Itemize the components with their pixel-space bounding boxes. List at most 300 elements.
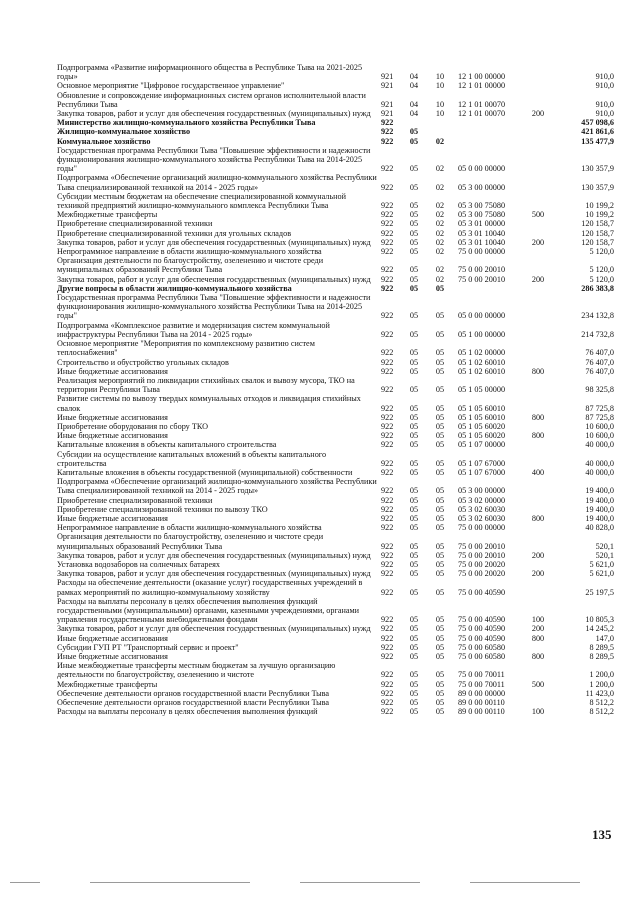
ministry-code: 922 bbox=[381, 385, 394, 395]
row-name: Подпрограмма «Обеспечение организаций жилищно-коммунального хозяйства Республики Тыва специализированной техникой на 2014 - 2025 годы» bbox=[57, 173, 377, 192]
table-row bbox=[57, 173, 614, 191]
section-code: 05 bbox=[409, 357, 419, 367]
table-row bbox=[57, 532, 614, 550]
expense-type-code bbox=[524, 560, 552, 569]
table-row bbox=[57, 358, 614, 367]
amount: 5 621,0 bbox=[589, 569, 614, 579]
row-name: Строительство и обустройство угольных складов bbox=[57, 357, 229, 367]
section-code: 05 bbox=[409, 265, 419, 275]
row-name: Государственная программа Республики Тыва "Повышение эффективности и надежности функционирования жилищно-коммунального хозяйства Республики Тыва на 2014-2025 годы" bbox=[57, 145, 371, 174]
section-code: 05 bbox=[409, 707, 419, 717]
ministry-code: 922 bbox=[381, 403, 394, 413]
target-article-code: 12 1 01 00070 bbox=[458, 99, 506, 109]
row-name: Подпрограмма «Обеспечение организаций жилищно-коммунального хозяйства Республики Тыва специализированной техникой на 2014 - 2025 годы» bbox=[57, 477, 377, 496]
row-name: Другие вопросы в области жилищно-коммунального хозяйства bbox=[57, 283, 292, 293]
subsection-code: 02 bbox=[435, 182, 445, 192]
table-row bbox=[57, 219, 614, 228]
table-row bbox=[57, 229, 614, 238]
table-row bbox=[57, 578, 614, 596]
expense-type-code bbox=[524, 81, 552, 90]
target-article-code bbox=[453, 284, 524, 293]
section-code: 05 bbox=[409, 633, 419, 643]
table-body bbox=[57, 63, 614, 716]
section-code: 05 bbox=[409, 698, 419, 708]
table-row bbox=[57, 680, 614, 689]
table-row bbox=[57, 81, 614, 90]
subsection-code: 05 bbox=[435, 421, 445, 431]
expense-type-code bbox=[524, 689, 552, 698]
section-code: 05 bbox=[409, 467, 419, 477]
amount: 76 407,0 bbox=[585, 348, 614, 358]
row-name: Закупка товаров, работ и услуг для обеспечения государственных (муниципальных) нужд bbox=[57, 550, 371, 560]
target-article-code: 05 3 01 10040 bbox=[458, 228, 506, 238]
target-article-code: 05 0 00 00000 bbox=[458, 311, 506, 321]
section-code: 04 bbox=[409, 72, 419, 82]
row-name: Приобретение специализированной техники bbox=[57, 219, 213, 229]
ministry-code: 922 bbox=[381, 495, 394, 505]
row-name: Иные межбюджетные трансферты местным бюджетам за лучшую организацию деятельности по благоустройству, озеленению и чистоте bbox=[57, 661, 336, 680]
budget-allocation-table bbox=[57, 63, 614, 716]
expense-type-code: 500 bbox=[531, 210, 545, 220]
row-name: Приобретение оборудования по сбору ТКО bbox=[57, 421, 208, 431]
expense-type-code: 200 bbox=[531, 274, 545, 284]
section-code: 05 bbox=[409, 642, 419, 652]
ministry-code: 921 bbox=[381, 99, 394, 109]
expense-type-code bbox=[524, 91, 552, 109]
target-article-code: 75 0 00 40590 bbox=[458, 624, 506, 634]
section-code: 05 bbox=[409, 237, 419, 247]
subsection-code: 05 bbox=[435, 633, 445, 643]
ministry-code: 921 bbox=[381, 81, 394, 91]
table-row bbox=[57, 256, 614, 274]
target-article-code: 05 1 07 67000 bbox=[458, 458, 506, 468]
subsection-code: 05 bbox=[435, 587, 445, 597]
subsection-code: 05 bbox=[435, 348, 445, 358]
expense-type-code: 800 bbox=[531, 633, 545, 643]
amount: 520,1 bbox=[595, 541, 614, 551]
row-name: Приобретение специализированной техники для угольных складов bbox=[57, 228, 292, 238]
target-article-code: 89 0 00 00110 bbox=[458, 707, 505, 717]
target-article-code: 75 0 00 20010 bbox=[458, 541, 506, 551]
subsection-code: 05 bbox=[435, 679, 445, 689]
target-article-code: 75 0 00 00000 bbox=[458, 523, 506, 533]
ministry-code: 922 bbox=[381, 329, 394, 339]
table-row bbox=[57, 293, 614, 321]
expense-type-code bbox=[524, 698, 552, 707]
subsection-code: 02 bbox=[435, 265, 445, 275]
ministry-code: 922 bbox=[381, 652, 394, 661]
row-name: Иные бюджетные ассигнования bbox=[57, 513, 168, 523]
expense-type-code: 100 bbox=[531, 615, 545, 625]
amount: 19 400,0 bbox=[585, 486, 614, 496]
section-code: 05 bbox=[409, 274, 419, 284]
row-name: Реализация мероприятий по ликвидации стихийных свалок и вывозу мусора, ТКО на территории Республики Тыва bbox=[57, 375, 355, 395]
ministry-code: 922 bbox=[381, 164, 394, 174]
ministry-code: 922 bbox=[381, 348, 394, 358]
section-code: 05 bbox=[409, 219, 419, 229]
table-row bbox=[57, 284, 614, 293]
ministry-code: 922 bbox=[381, 550, 394, 560]
ministry-code: 922 bbox=[381, 615, 394, 625]
target-article-code: 75 0 00 60580 bbox=[458, 642, 506, 652]
section-code: 05 bbox=[409, 624, 419, 634]
ministry-code: 922 bbox=[381, 283, 394, 293]
table-row bbox=[57, 247, 614, 256]
amount: 25 197,5 bbox=[585, 587, 614, 597]
expense-type-code: 800 bbox=[531, 652, 545, 661]
section-code: 05 bbox=[409, 587, 419, 597]
expense-type-code bbox=[524, 293, 552, 321]
row-name: Министерство жилищно-коммунального хозяйства Республики Тыва bbox=[57, 118, 316, 128]
target-article-code: 05 3 01 10040 bbox=[458, 237, 506, 247]
row-name: Субсидии на осуществление капитальных вложений в объекты капитального строительства bbox=[57, 449, 327, 468]
row-name: Закупка товаров, работ и услуг для обеспечения государственных (муниципальных) нужд bbox=[57, 624, 371, 634]
row-name: Субсидии ГУП РТ "Транспортный сервис и проект" bbox=[57, 642, 239, 652]
section-code: 05 bbox=[409, 559, 419, 569]
target-article-code: 75 0 00 40590 bbox=[458, 587, 506, 597]
ministry-code: 922 bbox=[381, 504, 394, 514]
expense-type-code bbox=[524, 321, 552, 339]
target-article-code: 05 3 02 60030 bbox=[458, 513, 506, 523]
table-row bbox=[57, 689, 614, 698]
target-article-code: 05 1 02 60010 bbox=[458, 366, 506, 376]
section-code: 05 bbox=[409, 247, 419, 257]
subsection-code: 10 bbox=[435, 81, 445, 91]
table-row bbox=[57, 477, 614, 495]
subsection-code: 05 bbox=[435, 283, 445, 293]
amount: 120 158,7 bbox=[581, 237, 614, 247]
ministry-code: 922 bbox=[381, 210, 394, 220]
subsection-code: 05 bbox=[435, 412, 445, 422]
amount: 214 732,8 bbox=[581, 329, 614, 339]
section-code: 05 bbox=[409, 136, 419, 146]
table-row bbox=[57, 523, 614, 532]
row-name: Иные бюджетные ассигнования bbox=[57, 431, 168, 441]
row-name: Основное мероприятие "Цифровое государственное управление" bbox=[57, 81, 285, 91]
amount: 19 400,0 bbox=[585, 495, 614, 505]
section-code: 05 bbox=[409, 541, 419, 551]
row-name: Расходы на выплаты персоналу в целях обеспечения выполнения функций bbox=[57, 707, 318, 717]
row-name: Расходы на обеспечение деятельности (оказание услуг) государственных учреждений в рамках мероприятий по жилищно-коммунальному хозяйству bbox=[57, 578, 363, 597]
ministry-code: 922 bbox=[381, 136, 394, 146]
ministry-code: 922 bbox=[381, 698, 394, 708]
expense-type-code bbox=[524, 440, 552, 449]
section-code: 05 bbox=[409, 458, 419, 468]
subsection-code: 05 bbox=[435, 569, 445, 579]
ministry-code: 922 bbox=[381, 421, 394, 431]
table-row bbox=[57, 192, 614, 210]
section-code: 05 bbox=[409, 201, 419, 211]
target-article-code: 75 0 00 40590 bbox=[458, 633, 506, 643]
ministry-code: 922 bbox=[381, 440, 394, 450]
section-code: 05 bbox=[409, 569, 419, 579]
ministry-code: 922 bbox=[381, 486, 394, 496]
expense-type-code bbox=[524, 450, 552, 468]
expense-type-code: 800 bbox=[531, 366, 545, 376]
subsection-code: 05 bbox=[435, 541, 445, 551]
subsection-code: 10 bbox=[435, 99, 445, 109]
expense-type-code bbox=[524, 358, 552, 367]
ministry-code: 922 bbox=[381, 624, 394, 634]
expense-type-code bbox=[524, 127, 552, 136]
section-code bbox=[401, 118, 427, 127]
table-row bbox=[57, 514, 614, 523]
row-name: Капитальные вложения в объекты государственной (муниципальной) собственности bbox=[57, 467, 353, 477]
amount: 5 120,0 bbox=[589, 274, 614, 284]
table-row bbox=[57, 652, 614, 661]
ministry-code: 922 bbox=[381, 274, 394, 284]
subsection-code: 05 bbox=[435, 504, 445, 514]
target-article-code: 05 1 02 60010 bbox=[458, 357, 506, 367]
row-name: Капитальные вложения в объекты капитального строительства bbox=[57, 440, 277, 450]
amount: 98 325,8 bbox=[585, 385, 614, 395]
expense-type-code bbox=[524, 137, 552, 146]
expense-type-code bbox=[524, 496, 552, 505]
subsection-code: 05 bbox=[435, 513, 445, 523]
row-name: Иные бюджетные ассигнования bbox=[57, 633, 168, 643]
row-name: Государственная программа Республики Тыва "Повышение эффективности и надежности функционирования жилищно-коммунального хозяйства Республики Тыва на 2014-2025 годы" bbox=[57, 293, 371, 321]
expense-type-code bbox=[524, 643, 552, 652]
ministry-code: 922 bbox=[381, 559, 394, 569]
ministry-code: 922 bbox=[381, 412, 394, 422]
row-name: Закупка товаров, работ и услуг для обеспечения государственных (муниципальных) нужд bbox=[57, 569, 371, 579]
amount: 910,0 bbox=[595, 81, 614, 91]
row-name: Подпрограмма «Комплексное развитие и модернизация систем коммунальной инфраструктуры Республики Тыва на 2014 - 2025 годы» bbox=[57, 320, 330, 339]
row-name: Жилищно-коммунальное хозяйство bbox=[57, 127, 191, 137]
subsection-code: 05 bbox=[435, 486, 445, 496]
subsection-code: 02 bbox=[435, 210, 445, 220]
scan-edge-mark bbox=[90, 882, 250, 883]
subsection-code: 05 bbox=[435, 495, 445, 505]
expense-type-code bbox=[524, 146, 552, 174]
amount: 10 600,0 bbox=[585, 431, 614, 441]
section-code: 05 bbox=[409, 366, 419, 376]
ministry-code: 922 bbox=[381, 201, 394, 211]
subsection-code: 02 bbox=[435, 237, 445, 247]
target-article-code: 89 0 00 00000 bbox=[458, 688, 506, 698]
row-name: Межбюджетные трансферты bbox=[57, 679, 158, 689]
table-row bbox=[57, 560, 614, 569]
section-code: 05 bbox=[409, 615, 419, 625]
ministry-code: 922 bbox=[381, 679, 394, 689]
table-row bbox=[57, 238, 614, 247]
row-name: Иные бюджетные ассигнования bbox=[57, 366, 168, 376]
amount: 234 132,8 bbox=[581, 311, 614, 321]
table-row bbox=[57, 440, 614, 449]
table-row bbox=[57, 127, 614, 136]
subsection-code: 05 bbox=[435, 366, 445, 376]
row-name: Обеспечение деятельности органов государственной власти Республики Тыва bbox=[57, 698, 330, 708]
expense-type-code: 800 bbox=[531, 513, 545, 523]
amount: 8 512,2 bbox=[589, 698, 614, 708]
expense-type-code bbox=[524, 229, 552, 238]
table-row bbox=[57, 91, 614, 109]
section-code: 05 bbox=[409, 431, 419, 441]
expense-type-code: 200 bbox=[531, 569, 545, 579]
target-article-code: 05 1 02 00000 bbox=[458, 348, 506, 358]
target-article-code: 89 0 00 00110 bbox=[458, 698, 505, 708]
amount: 147,0 bbox=[595, 633, 614, 643]
section-code: 05 bbox=[409, 210, 419, 220]
target-article-code: 05 1 07 67000 bbox=[458, 467, 506, 477]
ministry-code: 922 bbox=[381, 311, 394, 321]
table-row bbox=[57, 624, 614, 633]
subsection-code: 02 bbox=[435, 219, 445, 229]
target-article-code: 12 1 01 00000 bbox=[458, 81, 506, 91]
ministry-code: 922 bbox=[381, 633, 394, 643]
section-code: 05 bbox=[409, 495, 419, 505]
subsection-code: 10 bbox=[435, 109, 445, 119]
expense-type-code: 200 bbox=[531, 109, 545, 119]
table-row bbox=[57, 422, 614, 431]
subsection-code: 05 bbox=[435, 467, 445, 477]
expense-type-code: 800 bbox=[531, 431, 545, 441]
expense-type-code bbox=[524, 247, 552, 256]
expense-type-code: 400 bbox=[531, 467, 545, 477]
amount: 10 199,2 bbox=[585, 201, 614, 211]
amount: 421 861,6 bbox=[581, 127, 614, 137]
amount: 87 725,8 bbox=[585, 403, 614, 413]
amount: 10 199,2 bbox=[585, 210, 614, 220]
amount: 76 407,0 bbox=[585, 366, 614, 376]
ministry-code: 922 bbox=[381, 513, 394, 523]
ministry-code: 922 bbox=[381, 265, 394, 275]
ministry-code: 922 bbox=[381, 587, 394, 597]
ministry-code: 921 bbox=[381, 109, 394, 119]
target-article-code bbox=[453, 118, 524, 127]
subsection-code: 05 bbox=[435, 707, 445, 717]
table-row bbox=[57, 63, 614, 81]
subsection-code: 05 bbox=[435, 357, 445, 367]
target-article-code: 75 0 00 70011 bbox=[458, 679, 505, 689]
amount: 1 200,0 bbox=[589, 670, 614, 680]
ministry-code: 922 bbox=[381, 569, 394, 579]
section-code: 05 bbox=[409, 348, 419, 358]
section-code: 05 bbox=[409, 385, 419, 395]
subsection-code: 05 bbox=[435, 550, 445, 560]
row-name: Организация деятельности по благоустройству, озеленению и чистоте среди муниципальных образований Республики Тыва bbox=[57, 256, 324, 275]
table-row bbox=[57, 643, 614, 652]
subsection-code: 05 bbox=[435, 688, 445, 698]
target-article-code bbox=[453, 137, 524, 146]
ministry-code: 922 bbox=[381, 247, 394, 257]
target-article-code: 05 1 00 00000 bbox=[458, 329, 506, 339]
ministry-code: 922 bbox=[381, 467, 394, 477]
amount: 19 400,0 bbox=[585, 513, 614, 523]
row-name: Приобретение специализированной техники по вывозу ТКО bbox=[57, 504, 268, 514]
section-code: 05 bbox=[409, 283, 419, 293]
amount: 910,0 bbox=[595, 72, 614, 82]
expense-type-code bbox=[524, 394, 552, 412]
expense-type-code bbox=[524, 376, 552, 394]
ministry-code: 922 bbox=[381, 127, 394, 137]
amount: 40 828,0 bbox=[585, 523, 614, 533]
target-article-code: 05 1 05 60010 bbox=[458, 412, 506, 422]
subsection-code bbox=[427, 127, 453, 136]
row-name: Субсидии местным бюджетам на обеспечение специализированной коммунальной техникой предприятий жилищно-коммунального комплекса Республики Тыва bbox=[57, 191, 346, 211]
section-code: 05 bbox=[409, 421, 419, 431]
table-row bbox=[57, 275, 614, 284]
row-name: Коммунальное хозяйство bbox=[57, 136, 151, 146]
expense-type-code bbox=[524, 339, 552, 357]
target-article-code: 05 3 00 00000 bbox=[458, 182, 506, 192]
subsection-code: 05 bbox=[435, 431, 445, 441]
target-article-code: 75 0 00 70011 bbox=[458, 670, 505, 680]
target-article-code: 75 0 00 20020 bbox=[458, 569, 506, 579]
section-code: 05 bbox=[409, 486, 419, 496]
table-row bbox=[57, 450, 614, 468]
section-code: 05 bbox=[409, 403, 419, 413]
table-row bbox=[57, 468, 614, 477]
target-article-code: 05 1 05 60020 bbox=[458, 431, 506, 441]
expense-type-code: 800 bbox=[531, 412, 545, 422]
expense-type-code bbox=[524, 422, 552, 431]
target-article-code: 05 3 00 75080 bbox=[458, 210, 506, 220]
expense-type-code: 200 bbox=[531, 624, 545, 634]
subsection-code: 05 bbox=[435, 440, 445, 450]
subsection-code: 05 bbox=[435, 523, 445, 533]
table-row bbox=[57, 569, 614, 578]
amount: 11 423,0 bbox=[585, 688, 614, 698]
section-code: 05 bbox=[409, 670, 419, 680]
expense-type-code: 200 bbox=[531, 550, 545, 560]
section-code: 04 bbox=[409, 99, 419, 109]
ministry-code: 922 bbox=[381, 357, 394, 367]
ministry-code: 922 bbox=[381, 182, 394, 192]
amount: 5 120,0 bbox=[589, 265, 614, 275]
row-name: Закупка товаров, работ и услуг для обеспечения государственных (муниципальных) нужд bbox=[57, 237, 371, 247]
expense-type-code bbox=[524, 523, 552, 532]
table-row bbox=[57, 551, 614, 560]
table-row bbox=[57, 137, 614, 146]
scan-edge-mark bbox=[470, 882, 580, 883]
target-article-code: 75 0 00 40590 bbox=[458, 615, 506, 625]
expense-type-code bbox=[524, 477, 552, 495]
row-name: Организация деятельности по благоустройству, озеленению и чистоте среди муниципальных образований Республики Тыва bbox=[57, 532, 324, 551]
ministry-code: 922 bbox=[381, 228, 394, 238]
subsection-code: 05 bbox=[435, 615, 445, 625]
expense-type-code: 100 bbox=[531, 707, 545, 717]
amount: 130 357,9 bbox=[581, 182, 614, 192]
table-row bbox=[57, 146, 614, 174]
amount: 40 000,0 bbox=[585, 458, 614, 468]
ministry-code: 922 bbox=[381, 431, 394, 441]
subsection-code: 02 bbox=[435, 247, 445, 257]
amount: 40 000,0 bbox=[585, 440, 614, 450]
section-code: 05 bbox=[409, 182, 419, 192]
target-article-code: 75 0 00 20020 bbox=[458, 559, 506, 569]
amount: 76 407,0 bbox=[585, 357, 614, 367]
target-article-code: 05 1 07 00000 bbox=[458, 440, 506, 450]
page-number: 135 bbox=[592, 827, 612, 842]
target-article-code: 05 3 02 00000 bbox=[458, 495, 506, 505]
expense-type-code bbox=[524, 532, 552, 550]
target-article-code: 75 0 00 20010 bbox=[458, 265, 506, 275]
target-article-code: 05 1 05 60010 bbox=[458, 403, 506, 413]
row-name: Подпрограмма «Развитие информационного общества в Республике Тыва на 2021-2025 годы» bbox=[57, 63, 363, 82]
table-row bbox=[57, 394, 614, 412]
section-code: 05 bbox=[409, 523, 419, 533]
subsection-code: 05 bbox=[435, 559, 445, 569]
table-row bbox=[57, 339, 614, 357]
table-row bbox=[57, 496, 614, 505]
target-article-code: 05 0 00 00000 bbox=[458, 164, 506, 174]
target-article-code bbox=[453, 127, 524, 136]
subsection-code bbox=[427, 118, 453, 127]
target-article-code: 75 0 00 20010 bbox=[458, 550, 506, 560]
amount: 120 158,7 bbox=[581, 228, 614, 238]
row-name: Закупка товаров, работ и услуг для обеспечения государственных (муниципальных) нужд bbox=[57, 274, 371, 284]
